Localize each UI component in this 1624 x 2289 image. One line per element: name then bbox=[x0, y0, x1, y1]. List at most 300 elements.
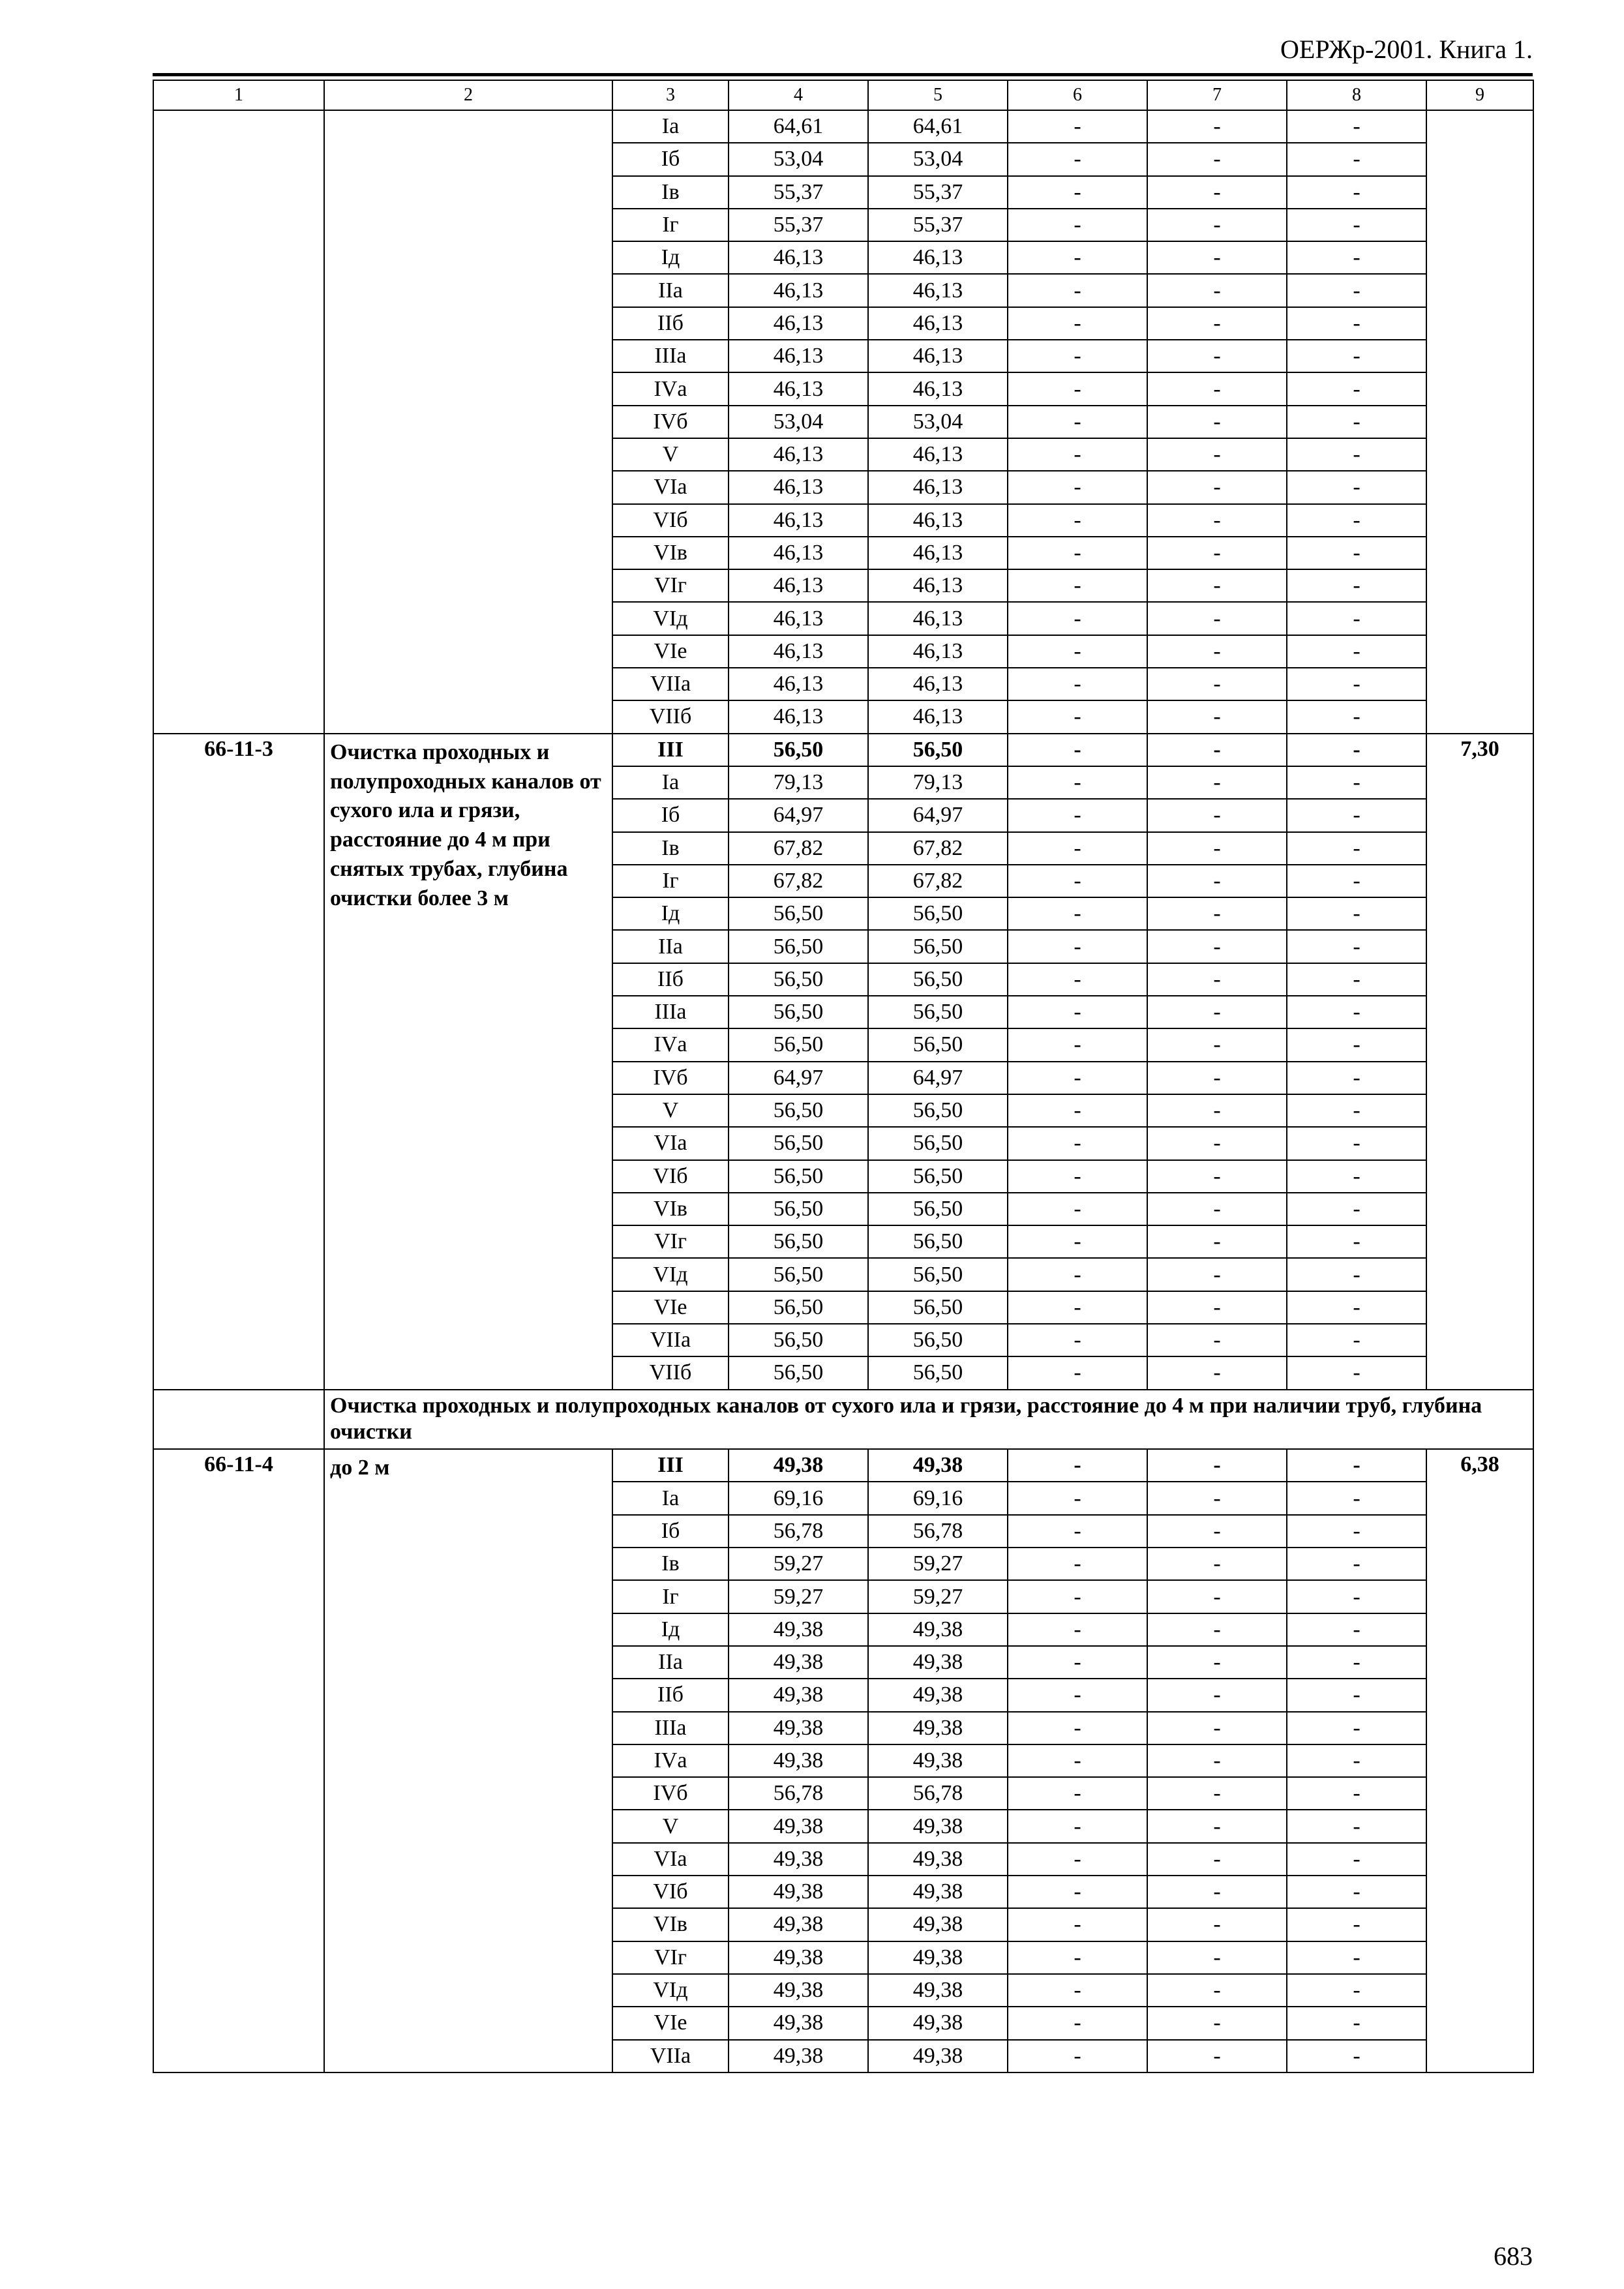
labor-norm: 6,38 bbox=[1426, 1449, 1533, 2072]
materials-cost: - bbox=[1287, 537, 1426, 569]
region-zone: Iг bbox=[612, 865, 729, 897]
direct-costs: 56,50 bbox=[729, 1193, 868, 1225]
labor-wages: 49,38 bbox=[868, 1843, 1008, 1876]
labor-wages: 46,13 bbox=[868, 307, 1008, 340]
operator-wages: - bbox=[1147, 766, 1287, 799]
machine-operation: - bbox=[1008, 1613, 1147, 1646]
labor-norm bbox=[1426, 110, 1533, 734]
operator-wages: - bbox=[1147, 1225, 1287, 1258]
direct-costs: 46,13 bbox=[729, 504, 868, 537]
direct-costs: 64,97 bbox=[729, 799, 868, 831]
column-number: 1 bbox=[153, 80, 324, 110]
materials-cost: - bbox=[1287, 372, 1426, 405]
labor-wages: 64,61 bbox=[868, 110, 1008, 143]
direct-costs: 46,13 bbox=[729, 537, 868, 569]
section-empty-cell bbox=[153, 1390, 324, 1450]
labor-wages: 56,50 bbox=[868, 930, 1008, 963]
machine-operation: - bbox=[1008, 1356, 1147, 1389]
direct-costs: 46,13 bbox=[729, 602, 868, 635]
direct-costs: 46,13 bbox=[729, 569, 868, 602]
materials-cost: - bbox=[1287, 1062, 1426, 1094]
region-zone: Iг bbox=[612, 1580, 729, 1613]
labor-wages: 59,27 bbox=[868, 1548, 1008, 1580]
region-zone: VIIа bbox=[612, 668, 729, 700]
operator-wages: - bbox=[1147, 537, 1287, 569]
materials-cost: - bbox=[1287, 1744, 1426, 1777]
direct-costs: 56,78 bbox=[729, 1515, 868, 1548]
direct-costs: 64,61 bbox=[729, 110, 868, 143]
direct-costs: 49,38 bbox=[729, 1876, 868, 1908]
operator-wages: - bbox=[1147, 1580, 1287, 1613]
header-rule bbox=[153, 73, 1533, 76]
rate-code: 66-11-4 bbox=[153, 1449, 324, 2072]
materials-cost: - bbox=[1287, 1324, 1426, 1356]
materials-cost: - bbox=[1287, 1974, 1426, 2007]
section-title-row bbox=[153, 1390, 1533, 1450]
region-zone: Iа bbox=[612, 766, 729, 799]
region-zone: IIIа bbox=[612, 1712, 729, 1744]
operator-wages: - bbox=[1147, 996, 1287, 1028]
machine-operation: - bbox=[1008, 1777, 1147, 1810]
region-zone: VIб bbox=[612, 1160, 729, 1193]
materials-cost: - bbox=[1287, 963, 1426, 996]
labor-wages: 46,13 bbox=[868, 504, 1008, 537]
machine-operation: - bbox=[1008, 668, 1147, 700]
column-number: 3 bbox=[612, 80, 729, 110]
section-title: Очистка проходных и полупроходных каналов от сухого ила и грязи, расстояние до 4 м при наличии труб, глубина очистки bbox=[324, 1390, 1533, 1450]
region-zone: VIа bbox=[612, 471, 729, 503]
materials-cost: - bbox=[1287, 1028, 1426, 1061]
materials-cost: - bbox=[1287, 734, 1426, 766]
machine-operation: - bbox=[1008, 865, 1147, 897]
labor-wages: 64,97 bbox=[868, 799, 1008, 831]
column-number: 9 bbox=[1426, 80, 1533, 110]
operator-wages: - bbox=[1147, 471, 1287, 503]
rate-code: 66-11-3 bbox=[153, 734, 324, 1390]
labor-wages: 56,78 bbox=[868, 1515, 1008, 1548]
labor-wages: 56,50 bbox=[868, 1127, 1008, 1159]
region-zone: III bbox=[612, 1449, 729, 1482]
labor-wages: 56,50 bbox=[868, 1028, 1008, 1061]
materials-cost: - bbox=[1287, 1193, 1426, 1225]
materials-cost: - bbox=[1287, 1449, 1426, 1482]
region-zone: Iв bbox=[612, 1548, 729, 1580]
operator-wages: - bbox=[1147, 1094, 1287, 1127]
operator-wages: - bbox=[1147, 1160, 1287, 1193]
region-zone: IVб bbox=[612, 1777, 729, 1810]
labor-wages: 59,27 bbox=[868, 1580, 1008, 1613]
region-zone: VIг bbox=[612, 1941, 729, 1974]
materials-cost: - bbox=[1287, 1548, 1426, 1580]
operator-wages: - bbox=[1147, 1515, 1287, 1548]
operator-wages: - bbox=[1147, 832, 1287, 865]
materials-cost: - bbox=[1287, 700, 1426, 733]
materials-cost: - bbox=[1287, 1291, 1426, 1324]
operator-wages: - bbox=[1147, 274, 1287, 307]
materials-cost: - bbox=[1287, 1679, 1426, 1711]
region-zone: IIа bbox=[612, 274, 729, 307]
machine-operation: - bbox=[1008, 1843, 1147, 1876]
machine-operation: - bbox=[1008, 766, 1147, 799]
direct-costs: 46,13 bbox=[729, 700, 868, 733]
direct-costs: 46,13 bbox=[729, 438, 868, 471]
labor-wages: 46,13 bbox=[868, 372, 1008, 405]
labor-wages: 46,13 bbox=[868, 438, 1008, 471]
materials-cost: - bbox=[1287, 1482, 1426, 1514]
operator-wages: - bbox=[1147, 307, 1287, 340]
region-zone: VIг bbox=[612, 1225, 729, 1258]
labor-wages: 67,82 bbox=[868, 865, 1008, 897]
table-row bbox=[153, 734, 1533, 766]
operator-wages: - bbox=[1147, 700, 1287, 733]
region-zone: VIе bbox=[612, 1291, 729, 1324]
region-zone: VIв bbox=[612, 1908, 729, 1941]
direct-costs: 56,50 bbox=[729, 1258, 868, 1291]
materials-cost: - bbox=[1287, 930, 1426, 963]
region-zone: Iд bbox=[612, 897, 729, 930]
direct-costs: 49,38 bbox=[729, 2007, 868, 2039]
machine-operation: - bbox=[1008, 569, 1147, 602]
direct-costs: 56,50 bbox=[729, 897, 868, 930]
direct-costs: 56,50 bbox=[729, 1356, 868, 1389]
operator-wages: - bbox=[1147, 1291, 1287, 1324]
direct-costs: 56,50 bbox=[729, 734, 868, 766]
machine-operation: - bbox=[1008, 635, 1147, 668]
operator-wages: - bbox=[1147, 1449, 1287, 1482]
rate-code bbox=[153, 110, 324, 734]
column-number: 2 bbox=[324, 80, 612, 110]
machine-operation: - bbox=[1008, 471, 1147, 503]
materials-cost: - bbox=[1287, 110, 1426, 143]
machine-operation: - bbox=[1008, 2040, 1147, 2072]
region-zone: IIIа bbox=[612, 340, 729, 372]
labor-wages: 46,13 bbox=[868, 635, 1008, 668]
materials-cost: - bbox=[1287, 996, 1426, 1028]
direct-costs: 49,38 bbox=[729, 2040, 868, 2072]
labor-wages: 64,97 bbox=[868, 1062, 1008, 1094]
machine-operation: - bbox=[1008, 963, 1147, 996]
region-zone: III bbox=[612, 734, 729, 766]
machine-operation: - bbox=[1008, 438, 1147, 471]
operator-wages: - bbox=[1147, 176, 1287, 209]
region-zone: IIб bbox=[612, 1679, 729, 1711]
direct-costs: 64,97 bbox=[729, 1062, 868, 1094]
operator-wages: - bbox=[1147, 406, 1287, 438]
machine-operation: - bbox=[1008, 1482, 1147, 1514]
materials-cost: - bbox=[1287, 504, 1426, 537]
machine-operation: - bbox=[1008, 209, 1147, 241]
operator-wages: - bbox=[1147, 1679, 1287, 1711]
region-zone: Iб bbox=[612, 143, 729, 175]
direct-costs: 67,82 bbox=[729, 865, 868, 897]
region-zone: IVб bbox=[612, 406, 729, 438]
operator-wages: - bbox=[1147, 1482, 1287, 1514]
labor-wages: 56,50 bbox=[868, 1160, 1008, 1193]
labor-wages: 56,50 bbox=[868, 1193, 1008, 1225]
materials-cost: - bbox=[1287, 1876, 1426, 1908]
labor-wages: 49,38 bbox=[868, 1449, 1008, 1482]
region-zone: VIIа bbox=[612, 1324, 729, 1356]
column-number: 4 bbox=[729, 80, 868, 110]
labor-wages: 56,50 bbox=[868, 897, 1008, 930]
labor-wages: 56,50 bbox=[868, 996, 1008, 1028]
region-zone: VIIб bbox=[612, 700, 729, 733]
machine-operation: - bbox=[1008, 1646, 1147, 1679]
direct-costs: 49,38 bbox=[729, 1613, 868, 1646]
labor-wages: 49,38 bbox=[868, 2007, 1008, 2039]
machine-operation: - bbox=[1008, 1449, 1147, 1482]
machine-operation: - bbox=[1008, 832, 1147, 865]
materials-cost: - bbox=[1287, 569, 1426, 602]
machine-operation: - bbox=[1008, 930, 1147, 963]
materials-cost: - bbox=[1287, 1777, 1426, 1810]
region-zone: Iа bbox=[612, 1482, 729, 1514]
machine-operation: - bbox=[1008, 1515, 1147, 1548]
region-zone: IIб bbox=[612, 963, 729, 996]
materials-cost: - bbox=[1287, 1843, 1426, 1876]
machine-operation: - bbox=[1008, 1974, 1147, 2007]
region-zone: Iв bbox=[612, 832, 729, 865]
region-zone: VIIа bbox=[612, 2040, 729, 2072]
direct-costs: 59,27 bbox=[729, 1548, 868, 1580]
direct-costs: 69,16 bbox=[729, 1482, 868, 1514]
machine-operation: - bbox=[1008, 274, 1147, 307]
region-zone: Iб bbox=[612, 799, 729, 831]
operator-wages: - bbox=[1147, 1843, 1287, 1876]
labor-wages: 46,13 bbox=[868, 537, 1008, 569]
direct-costs: 49,38 bbox=[729, 1646, 868, 1679]
materials-cost: - bbox=[1287, 897, 1426, 930]
operator-wages: - bbox=[1147, 963, 1287, 996]
materials-cost: - bbox=[1287, 1094, 1426, 1127]
operator-wages: - bbox=[1147, 1127, 1287, 1159]
operator-wages: - bbox=[1147, 668, 1287, 700]
machine-operation: - bbox=[1008, 1810, 1147, 1842]
work-description: Очистка проходных и полупроходных каналов от сухого ила и грязи, расстояние до 4 м при снятых трубах, глубина очистки более 3 м bbox=[324, 734, 612, 1390]
region-zone: V bbox=[612, 1094, 729, 1127]
region-zone: V bbox=[612, 1810, 729, 1842]
labor-wages: 46,13 bbox=[868, 700, 1008, 733]
machine-operation: - bbox=[1008, 504, 1147, 537]
materials-cost: - bbox=[1287, 1225, 1426, 1258]
labor-wages: 56,50 bbox=[868, 734, 1008, 766]
materials-cost: - bbox=[1287, 832, 1426, 865]
region-zone: Iд bbox=[612, 241, 729, 274]
machine-operation: - bbox=[1008, 307, 1147, 340]
labor-wages: 46,13 bbox=[868, 274, 1008, 307]
direct-costs: 49,38 bbox=[729, 1744, 868, 1777]
operator-wages: - bbox=[1147, 2040, 1287, 2072]
direct-costs: 49,38 bbox=[729, 1449, 868, 1482]
machine-operation: - bbox=[1008, 1908, 1147, 1941]
region-zone: IVа bbox=[612, 1028, 729, 1061]
region-zone: IVа bbox=[612, 1744, 729, 1777]
region-zone: VIб bbox=[612, 1876, 729, 1908]
materials-cost: - bbox=[1287, 1646, 1426, 1679]
region-zone: Iб bbox=[612, 1515, 729, 1548]
labor-wages: 46,13 bbox=[868, 471, 1008, 503]
labor-norm: 7,30 bbox=[1426, 734, 1533, 1390]
operator-wages: - bbox=[1147, 372, 1287, 405]
operator-wages: - bbox=[1147, 1712, 1287, 1744]
operator-wages: - bbox=[1147, 1258, 1287, 1291]
direct-costs: 56,50 bbox=[729, 1291, 868, 1324]
operator-wages: - bbox=[1147, 1876, 1287, 1908]
materials-cost: - bbox=[1287, 471, 1426, 503]
region-zone: VIIб bbox=[612, 1356, 729, 1389]
labor-wages: 53,04 bbox=[868, 406, 1008, 438]
direct-costs: 56,50 bbox=[729, 996, 868, 1028]
operator-wages: - bbox=[1147, 897, 1287, 930]
labor-wages: 55,37 bbox=[868, 176, 1008, 209]
labor-wages: 56,50 bbox=[868, 1324, 1008, 1356]
materials-cost: - bbox=[1287, 766, 1426, 799]
work-description bbox=[324, 110, 612, 734]
direct-costs: 56,50 bbox=[729, 1127, 868, 1159]
region-zone: Iа bbox=[612, 110, 729, 143]
labor-wages: 46,13 bbox=[868, 340, 1008, 372]
machine-operation: - bbox=[1008, 143, 1147, 175]
direct-costs: 46,13 bbox=[729, 340, 868, 372]
machine-operation: - bbox=[1008, 1160, 1147, 1193]
materials-cost: - bbox=[1287, 1127, 1426, 1159]
region-zone: Iд bbox=[612, 1613, 729, 1646]
machine-operation: - bbox=[1008, 700, 1147, 733]
machine-operation: - bbox=[1008, 1062, 1147, 1094]
machine-operation: - bbox=[1008, 176, 1147, 209]
materials-cost: - bbox=[1287, 1160, 1426, 1193]
materials-cost: - bbox=[1287, 1810, 1426, 1842]
direct-costs: 49,38 bbox=[729, 1679, 868, 1711]
machine-operation: - bbox=[1008, 537, 1147, 569]
operator-wages: - bbox=[1147, 569, 1287, 602]
labor-wages: 49,38 bbox=[868, 1810, 1008, 1842]
operator-wages: - bbox=[1147, 2007, 1287, 2039]
operator-wages: - bbox=[1147, 143, 1287, 175]
machine-operation: - bbox=[1008, 1028, 1147, 1061]
region-zone: IVб bbox=[612, 1062, 729, 1094]
labor-wages: 49,38 bbox=[868, 1876, 1008, 1908]
direct-costs: 56,50 bbox=[729, 1094, 868, 1127]
operator-wages: - bbox=[1147, 602, 1287, 635]
machine-operation: - bbox=[1008, 1225, 1147, 1258]
region-zone: VIе bbox=[612, 635, 729, 668]
direct-costs: 46,13 bbox=[729, 635, 868, 668]
operator-wages: - bbox=[1147, 1356, 1287, 1389]
region-zone: IIа bbox=[612, 930, 729, 963]
materials-cost: - bbox=[1287, 176, 1426, 209]
materials-cost: - bbox=[1287, 1613, 1426, 1646]
operator-wages: - bbox=[1147, 799, 1287, 831]
operator-wages: - bbox=[1147, 1646, 1287, 1679]
materials-cost: - bbox=[1287, 307, 1426, 340]
region-zone: VIг bbox=[612, 569, 729, 602]
machine-operation: - bbox=[1008, 110, 1147, 143]
table-body bbox=[153, 80, 1533, 2072]
direct-costs: 55,37 bbox=[729, 209, 868, 241]
materials-cost: - bbox=[1287, 1258, 1426, 1291]
region-zone: IIа bbox=[612, 1646, 729, 1679]
region-zone: Iг bbox=[612, 209, 729, 241]
operator-wages: - bbox=[1147, 865, 1287, 897]
labor-wages: 49,38 bbox=[868, 2040, 1008, 2072]
direct-costs: 79,13 bbox=[729, 766, 868, 799]
operator-wages: - bbox=[1147, 241, 1287, 274]
materials-cost: - bbox=[1287, 1941, 1426, 1974]
operator-wages: - bbox=[1147, 340, 1287, 372]
direct-costs: 49,38 bbox=[729, 1843, 868, 1876]
direct-costs: 56,50 bbox=[729, 930, 868, 963]
rates-table bbox=[153, 80, 1534, 2073]
direct-costs: 46,13 bbox=[729, 241, 868, 274]
labor-wages: 56,50 bbox=[868, 1094, 1008, 1127]
direct-costs: 46,13 bbox=[729, 471, 868, 503]
materials-cost: - bbox=[1287, 143, 1426, 175]
page-number: 683 bbox=[1494, 2241, 1533, 2271]
direct-costs: 49,38 bbox=[729, 1810, 868, 1842]
materials-cost: - bbox=[1287, 602, 1426, 635]
operator-wages: - bbox=[1147, 1613, 1287, 1646]
operator-wages: - bbox=[1147, 1324, 1287, 1356]
machine-operation: - bbox=[1008, 1941, 1147, 1974]
machine-operation: - bbox=[1008, 1258, 1147, 1291]
labor-wages: 49,38 bbox=[868, 1974, 1008, 2007]
direct-costs: 56,78 bbox=[729, 1777, 868, 1810]
page-header-title: ОЕРЖр-2001. Книга 1. bbox=[1280, 35, 1533, 64]
table-row bbox=[153, 110, 1533, 143]
region-zone: IIб bbox=[612, 307, 729, 340]
labor-wages: 46,13 bbox=[868, 668, 1008, 700]
region-zone: VIв bbox=[612, 537, 729, 569]
labor-wages: 56,50 bbox=[868, 1291, 1008, 1324]
labor-wages: 56,50 bbox=[868, 1258, 1008, 1291]
work-description: до 2 м bbox=[324, 1449, 612, 2072]
machine-operation: - bbox=[1008, 1291, 1147, 1324]
direct-costs: 46,13 bbox=[729, 372, 868, 405]
region-zone: Iв bbox=[612, 176, 729, 209]
labor-wages: 49,38 bbox=[868, 1646, 1008, 1679]
materials-cost: - bbox=[1287, 1712, 1426, 1744]
direct-costs: 59,27 bbox=[729, 1580, 868, 1613]
materials-cost: - bbox=[1287, 865, 1426, 897]
materials-cost: - bbox=[1287, 274, 1426, 307]
region-zone: VIд bbox=[612, 602, 729, 635]
machine-operation: - bbox=[1008, 1324, 1147, 1356]
machine-operation: - bbox=[1008, 602, 1147, 635]
machine-operation: - bbox=[1008, 799, 1147, 831]
column-number: 6 bbox=[1008, 80, 1147, 110]
region-zone: VIе bbox=[612, 2007, 729, 2039]
direct-costs: 55,37 bbox=[729, 176, 868, 209]
labor-wages: 49,38 bbox=[868, 1712, 1008, 1744]
materials-cost: - bbox=[1287, 406, 1426, 438]
materials-cost: - bbox=[1287, 209, 1426, 241]
labor-wages: 53,04 bbox=[868, 143, 1008, 175]
operator-wages: - bbox=[1147, 1744, 1287, 1777]
materials-cost: - bbox=[1287, 1908, 1426, 1941]
machine-operation: - bbox=[1008, 1193, 1147, 1225]
labor-wages: 49,38 bbox=[868, 1908, 1008, 1941]
machine-operation: - bbox=[1008, 2007, 1147, 2039]
materials-cost: - bbox=[1287, 438, 1426, 471]
region-zone: VIв bbox=[612, 1193, 729, 1225]
operator-wages: - bbox=[1147, 504, 1287, 537]
labor-wages: 67,82 bbox=[868, 832, 1008, 865]
labor-wages: 79,13 bbox=[868, 766, 1008, 799]
machine-operation: - bbox=[1008, 1548, 1147, 1580]
machine-operation: - bbox=[1008, 1580, 1147, 1613]
operator-wages: - bbox=[1147, 734, 1287, 766]
